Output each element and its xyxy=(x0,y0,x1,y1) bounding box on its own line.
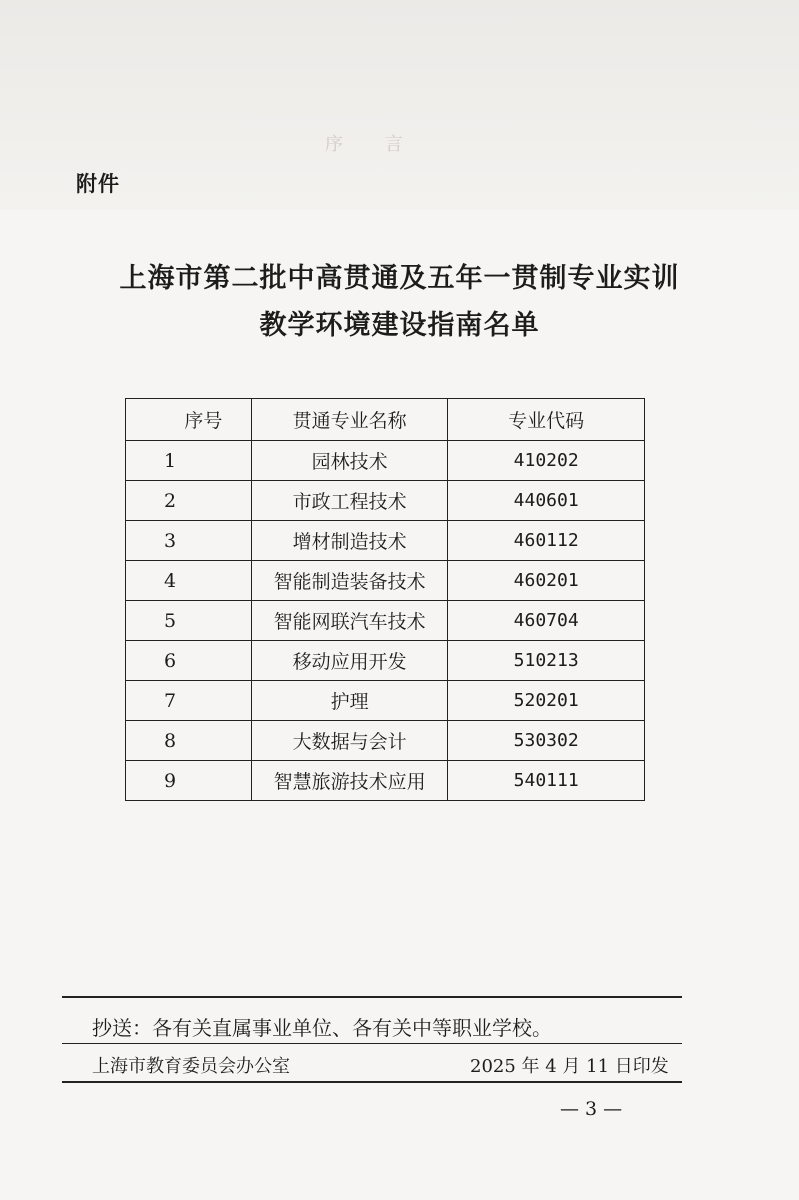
bleed-through-heading: 序 言 xyxy=(325,134,421,155)
table-row xyxy=(126,561,645,601)
header-program-name: 贯通专业名称 xyxy=(251,399,448,441)
table-row xyxy=(126,721,645,761)
row-program-code: 440601 xyxy=(448,481,645,521)
attachment-label: 附件 xyxy=(76,172,120,196)
row-program-name: 智慧旅游技术应用 xyxy=(251,761,448,801)
row-program-name: 大数据与会计 xyxy=(251,721,448,761)
row-number: 2 xyxy=(126,481,252,521)
row-program-code: 410202 xyxy=(448,441,645,481)
row-program-code: 460704 xyxy=(448,601,645,641)
table-header-row xyxy=(126,399,645,441)
row-program-code: 520201 xyxy=(448,681,645,721)
cc-line: 抄送：各有关直属事业单位、各有关中等职业学校。 xyxy=(92,1016,552,1040)
row-program-name: 智能制造装备技术 xyxy=(251,561,448,601)
row-number: 6 xyxy=(126,641,252,681)
table-row xyxy=(126,681,645,721)
row-number: 3 xyxy=(126,521,252,561)
row-number: 7 xyxy=(126,681,252,721)
footer-rule-top xyxy=(62,996,682,998)
table-row xyxy=(126,761,645,801)
row-program-code: 530302 xyxy=(448,721,645,761)
header-program-code: 专业代码 xyxy=(448,399,645,441)
row-number: 5 xyxy=(126,601,252,641)
row-program-code: 460201 xyxy=(448,561,645,601)
page-number: — 3 — xyxy=(560,1098,623,1120)
row-program-name: 护理 xyxy=(251,681,448,721)
table-row xyxy=(126,441,645,481)
row-program-name: 市政工程技术 xyxy=(251,481,448,521)
table-row xyxy=(126,521,645,561)
row-program-name: 园林技术 xyxy=(251,441,448,481)
program-table xyxy=(125,398,645,801)
issuing-office: 上海市教育委员会办公室 xyxy=(92,1056,290,1077)
row-program-code: 460112 xyxy=(448,521,645,561)
table-row xyxy=(126,641,645,681)
row-program-name: 移动应用开发 xyxy=(251,641,448,681)
document-title-line1: 上海市第二批中高贯通及五年一贯制专业实训 xyxy=(119,263,680,294)
table-row xyxy=(126,601,645,641)
footer-rule-bottom xyxy=(62,1081,682,1083)
row-program-code: 510213 xyxy=(448,641,645,681)
document-title-line2: 教学环境建设指南名单 xyxy=(259,310,540,341)
row-number: 4 xyxy=(126,561,252,601)
row-number: 1 xyxy=(126,441,252,481)
issue-date: 2025 年 4 月 11 日印发 xyxy=(470,1056,669,1077)
header-number: 序号 xyxy=(126,399,252,441)
table-row xyxy=(126,481,645,521)
footer-rule-middle xyxy=(62,1043,682,1044)
row-number: 9 xyxy=(126,761,252,801)
row-program-name: 智能网联汽车技术 xyxy=(251,601,448,641)
row-program-name: 增材制造技术 xyxy=(251,521,448,561)
row-program-code: 540111 xyxy=(448,761,645,801)
row-number: 8 xyxy=(126,721,252,761)
